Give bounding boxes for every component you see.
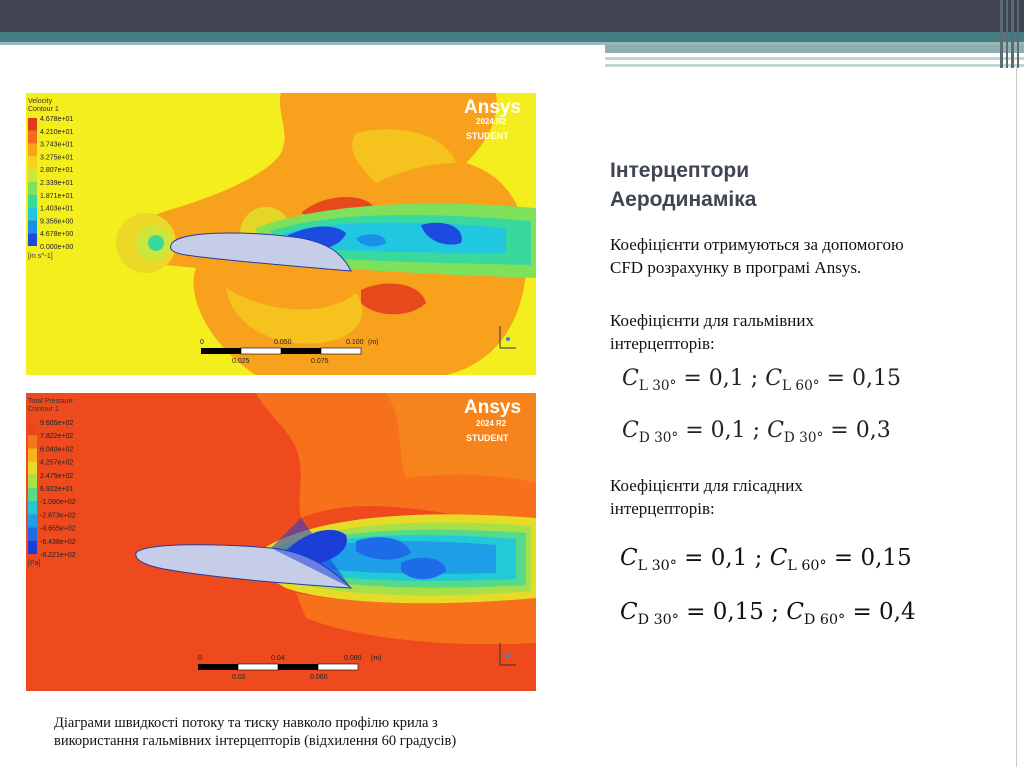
header-deco-line [605,64,1024,67]
legend-unit: [m s^-1] [28,253,53,260]
title-line: Інтерцептори [610,159,750,182]
header-stripe [0,32,1024,42]
header-bar [0,0,1024,32]
brake-drag-formula: $C_{D 30^\circ} = 0,1$ ; $C_{D 30^\circ} = 0,3$ [622,418,891,446]
scale-label: 0.04 [271,655,285,662]
legend-value: 3.743e+01 [40,141,74,149]
legend-value: 6.040e+02 [40,446,74,454]
legend-swatch [28,220,37,233]
ansys-logo: Ansys [464,97,522,118]
legend-value: 2.339e+01 [40,180,74,187]
legend-value: 4.257e+02 [40,459,74,467]
legend-unit: [Pa] [28,560,41,567]
legend-value: 6.922e+01 [40,486,74,493]
slide-title [610,156,756,214]
legend-value: -2.873e+02 [40,512,76,520]
header-deco-line [605,57,1024,60]
ansys-logo: Ansys [464,397,522,418]
ansys-edition: STUDENT [466,433,509,443]
scale-label: 0.060 [310,674,328,681]
scale-label: 0 [200,339,204,346]
legend-swatch [28,169,37,182]
legend-subtitle: Contour 1 [28,106,59,113]
scale-label: (m) [371,655,382,662]
glide-drag-formula: $C_{D 30^\circ} = 0,15$ ; $C_{D 60^\circ} = 0,4$ [620,599,916,628]
ansys-version: 2024 R2 [476,117,507,126]
intro-paragraph: Коефіцієнти отримуються за допомогою CFD розрахунку в програмі Ansys. [610,235,904,277]
legend-value: -4.655e+02 [40,525,76,533]
legend-swatch [28,528,37,541]
scale-label: 0.075 [311,358,329,365]
legend-subtitle: Contour 1 [28,406,59,413]
title-line: Аеродинаміка [610,188,757,211]
header-deco-bar [1000,0,1003,68]
header-deco-bar [1017,0,1019,68]
ansys-version: 2024 R2 [476,419,507,428]
glide-heading: Коефіцієнти для глісадних інтерцепторів: [610,476,803,518]
legend-swatch [28,131,37,144]
header-deco-line [605,45,1024,53]
legend-value: 4.678e+00 [40,231,74,239]
brake-heading: Коефіцієнти для гальмівних інтерцепторів: [610,311,814,353]
ansys-edition: STUDENT [466,131,509,141]
legend-swatch [28,541,37,554]
legend-title: Velocity [28,98,53,105]
legend-swatch [28,501,37,514]
brake-lift-formula: $C_{L 30^\circ} = 0,1$ ; $C_{L 60^\circ} = 0,15$ [622,366,901,394]
velocity-contour-plot [26,93,536,375]
legend-swatch [28,475,37,488]
scale-label: 0 [198,655,202,662]
legend-value: 1.871e+01 [40,192,74,200]
scale-label: 0.080 [344,655,362,662]
legend-swatch [28,195,37,208]
legend-value: -1.090e+02 [40,499,76,507]
legend-value: -6.438e+02 [40,538,76,546]
pressure-contour-plot [26,393,536,691]
legend-value: 2.807e+01 [40,167,74,175]
legend-swatch [28,448,37,461]
legend-value: 0.000e+00 [40,244,74,251]
scale-label: 0.050 [274,339,292,346]
legend-value: 9.605e+02 [40,420,74,427]
legend-swatch [28,514,37,527]
legend-swatch [28,118,37,131]
legend-value: 7.822e+02 [40,433,74,441]
header-deco-bar [1011,0,1014,68]
legend-value: 3.275e+01 [40,154,74,162]
legend-value: 4.210e+01 [40,128,74,136]
legend-swatch [28,435,37,448]
legend-swatch [28,462,37,475]
legend-swatch [28,422,37,435]
legend-value: 9.356e+00 [40,218,74,226]
legend-value: 1.403e+01 [40,205,74,213]
legend-swatch [28,488,37,501]
legend-swatch [28,208,37,221]
glide-lift-formula: $C_{L 30^\circ} = 0,1$ ; $C_{L 60^\circ} = 0,15$ [620,545,912,574]
legend-value: -8.221e+02 [40,552,76,559]
scale-label: (m) [368,339,379,346]
scale-label: 0.025 [232,358,250,365]
scale-label: 0.02 [232,674,246,681]
legend-title: Total Pressure [28,398,73,405]
legend-swatch [28,182,37,195]
figure-caption: Діаграми швидкості потоку та тиску навколо профілю крила з використання гальмівних інтерцепторів (відхилення 60 градусів) [54,715,457,749]
scale-label: 0.100 [346,339,364,346]
legend-value: 2.475e+02 [40,472,74,480]
legend-swatch [28,233,37,246]
legend-swatch [28,144,37,157]
legend-value: 4.678e+01 [40,116,74,123]
right-border-line [1016,68,1017,767]
legend-swatch [28,156,37,169]
header-deco-bar [1006,0,1008,68]
